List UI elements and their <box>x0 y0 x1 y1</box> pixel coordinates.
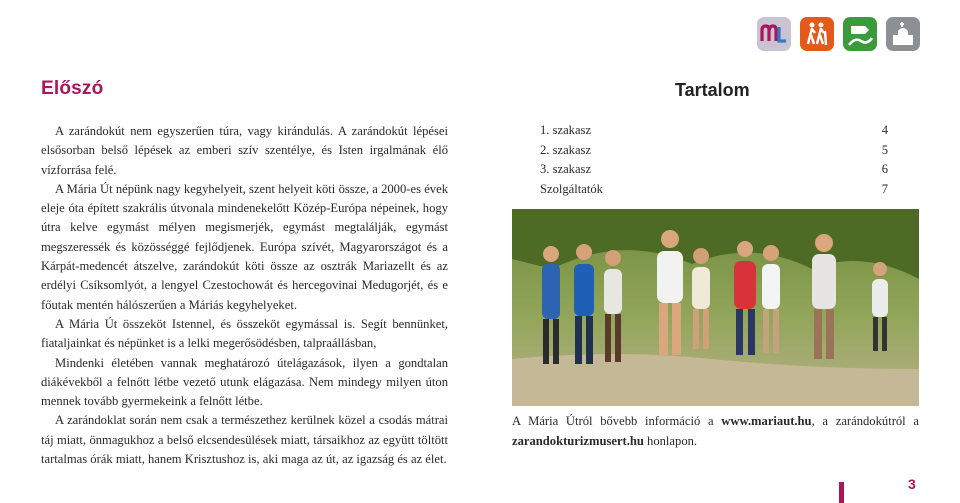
preface-paragraph: A Mária Út népünk nagy kegyhelyeit, szent helyeit köti össze, a 2000-es évek eleje óta épített szakrális útvonala mindenekelőtt Közép-Európa népeinek, hogy útra kelve egymást mélyen megismerjék, egymást megtalálják, egymást megszeressék és közösséggé fejlődjenek. Európa szívét, Magyarországot és a Kárpát-medencét átszelve, zarándokút köti össze az osztrák Mariazellt és az erdélyi Csíksomlyót, a lengyel Czestochowát és hercegovinai Medugorjét, és e főutak mentén hálószerűen a Máriás kegyhelyeket. <box>41 181 448 312</box>
toc-item-page: 7 <box>881 181 888 196</box>
preface-paragraph: A zarándokút nem egyszerűen túra, vagy kirándulás. A zarándokút lépései elsősorban belső lépések az emberi szív szentélye, és Isten irgalmának élő vízforrása felé. <box>41 124 448 177</box>
preface-paragraph: A Mária Út összeköt Istennel, és összeköt egymással is. Segít bennünket, fiataljainkat és népünket is a lelki megerősödésben, talpraállásban, <box>41 316 448 351</box>
toc-item-page: 4 <box>881 123 888 137</box>
caption-text: honlapon. <box>643 433 698 448</box>
toc-item[interactable] <box>540 141 888 161</box>
toc-item-label: 3. szakasz <box>540 162 592 176</box>
preface-paragraph: Mindenki életében vannak meghatározó útelágazások, ilyen a gondtalan diákévekből a felnőtt létbe vezető utunk elágazása. Nem mindegy milyen úton mennek tovább gyermekeink a felnőtt létbe. <box>41 355 448 409</box>
caption-text: A Mária Útról bővebb információ a <box>512 414 722 428</box>
toc-item[interactable] <box>540 180 888 200</box>
header-icons <box>757 17 920 51</box>
page-number: 3 <box>908 476 916 492</box>
trail-sign-icon[interactable] <box>843 17 877 51</box>
toc-item[interactable] <box>540 121 888 141</box>
photo-caption <box>512 412 919 451</box>
toc-item-label: 1. szakasz <box>540 123 592 137</box>
toc-item-page: 5 <box>881 142 888 157</box>
hikers-icon[interactable] <box>800 17 834 51</box>
maria-ut-logo-icon[interactable] <box>757 17 791 51</box>
church-icon[interactable] <box>886 17 920 51</box>
toc-title: Tartalom <box>675 80 750 100</box>
pilgrims-photo <box>512 209 919 406</box>
preface-body <box>41 122 448 469</box>
preface-title: Előszó <box>41 78 104 99</box>
table-of-contents <box>540 121 888 199</box>
page-accent-bar <box>839 482 844 503</box>
zarandokturizmus-link[interactable]: zarandokturizmusert.hu <box>512 433 644 448</box>
toc-item[interactable] <box>540 160 888 180</box>
caption-text: , a zarándokútról a <box>811 414 919 428</box>
toc-item-label: Szolgáltatók <box>540 181 603 196</box>
preface-paragraph: A zarándoklat során nem csak a természethez kerülnek közel a csodás mátrai táj miatt, önmagukhoz a belső elcsendesülések miatt, társaikhoz az együtt töltött tartalmas órák miatt, hanem Krisztushoz is, aki maga az út, az igazság és az élet. <box>41 413 448 467</box>
toc-item-label: 2. szakasz <box>540 142 592 157</box>
toc-item-page: 6 <box>881 162 888 176</box>
mariaut-link[interactable]: www.mariaut.hu <box>721 414 812 428</box>
